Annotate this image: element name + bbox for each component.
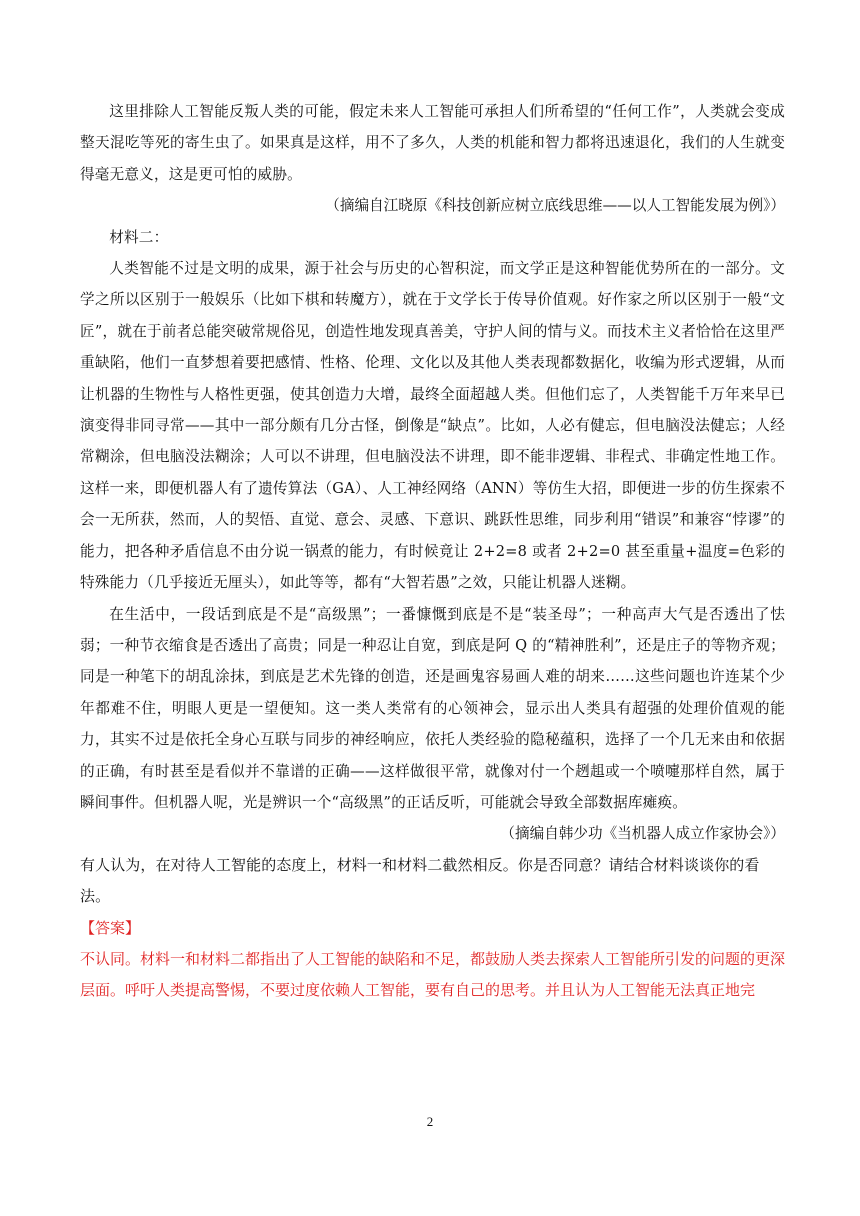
answer-text: 不认同。材料一和材料二都指出了人工智能的缺陷和不足，都鼓励人类去探索人工智能所引发的问题的更深层面。呼吁人类提高警惕，不要过度依赖人工智能，要有自己的思考。并且认为人工智能无法真正地完	[80, 949, 786, 1000]
material2-source: （摘编自韩少功《当机器人成立作家协会》）	[500, 825, 785, 843]
material2-paragraph-2: 在生活中，一段话到底是不是“高级黑”；一番慷慨到底是不是“装圣母”；一种高声大气是否透出了怯弱；一种节衣缩食是否透出了高贵；同是一种忍让自宽，到底是阿 Q 的“精神胜利”，还是庄子的等物齐观；同是一种笔下的胡乱涂抹，到底是艺术先锋的创造，还是画鬼容易画人难的胡来……这些问题也许连某个少年都难不住，明眼人更是一望便知。这一类人类常有的心领神会，显示出人类具有超强的处理价值观的能力，其实不过是依托全身心互联与同步的神经响应，依托人类经验的隐秘蕴积，选择了一个几无来由和依据的正确，有时甚至是看似并不靠谱的正确——这样做很平常，就像对付一个趔趄或一个喷嚏那样自然，属于瞬间事件。但机器人呢，光是辨识一个“高级黑”的正话反听，可能就会导致全部数据库瘫痪。	[80, 605, 785, 811]
question-text: 有人认为，在对待人工智能的态度上，材料一和材料二截然相反。你是否同意？请结合材料谈谈你的看法。	[80, 855, 760, 906]
material1-source: （摘编自江晓原《科技创新应树立底线思维——以人工智能发展为例》）	[325, 197, 785, 215]
answer-label: 【答案】	[80, 918, 141, 937]
material2-paragraph-1: 人类智能不过是文明的成果，源于社会与历史的心智积淀，而文学正是这种智能优势所在的一部分。文学之所以区别于一般娱乐（比如下棋和转魔方），就在于文学长于传导价值观。好作家之所以区别于一般“文匠”，就在于前者总能突破常规俗见，创造性地发现真善美，守护人间的情与义。而技术主义者恰恰在这里严重缺陷，他们一直梦想着要把感情、性格、伦理、文化以及其他人类表现都数据化，收编为形式逻辑，从而让机器的生物性与人格性更强，使其创造力大增，最终全面超越人类。但他们忘了，人类智能千万年来早已演变得非同寻常——其中一部分颇有几分古怪，倒像是“缺点”。比如，人必有健忘，但电脑没法健忘；人经常糊涂，但电脑没法糊涂；人可以不讲理，但电脑没法不讲理，即不能非逻辑、非程式、非确定性地工作。这样一来，即便机器人有了遗传算法（GA）、人工神经网络（ANN）等仿生大招，即便进一步的仿生探索不会一无所获，然而，人的契悟、直觉、意会、灵感、下意识、跳跃性思维，同步利用“错误”和兼容“悖谬”的能力，把各种矛盾信息不由分说一锅煮的能力，有时候竟让 2+2=8 或者 2+2=0 甚至重量+温度=色彩的特殊能力（几乎接近无厘头），如此等等，都有“大智若愚”之效，只能让机器人迷糊。	[80, 260, 785, 592]
material1-closing-paragraph: 这里排除人工智能反叛人类的可能，假定未来人工智能可承担人们所希望的“任何工作”，人类就会变成整天混吃等死的寄生虫了。如果真是这样，用不了多久，人类的机能和智力都将迅速退化，我们的人生就变得毫无意义，这是更可怕的威胁。	[80, 103, 785, 183]
material2-heading: 材料二：	[109, 228, 169, 246]
document-page	[80, 96, 785, 1007]
page-number: 2	[426, 1114, 434, 1129]
